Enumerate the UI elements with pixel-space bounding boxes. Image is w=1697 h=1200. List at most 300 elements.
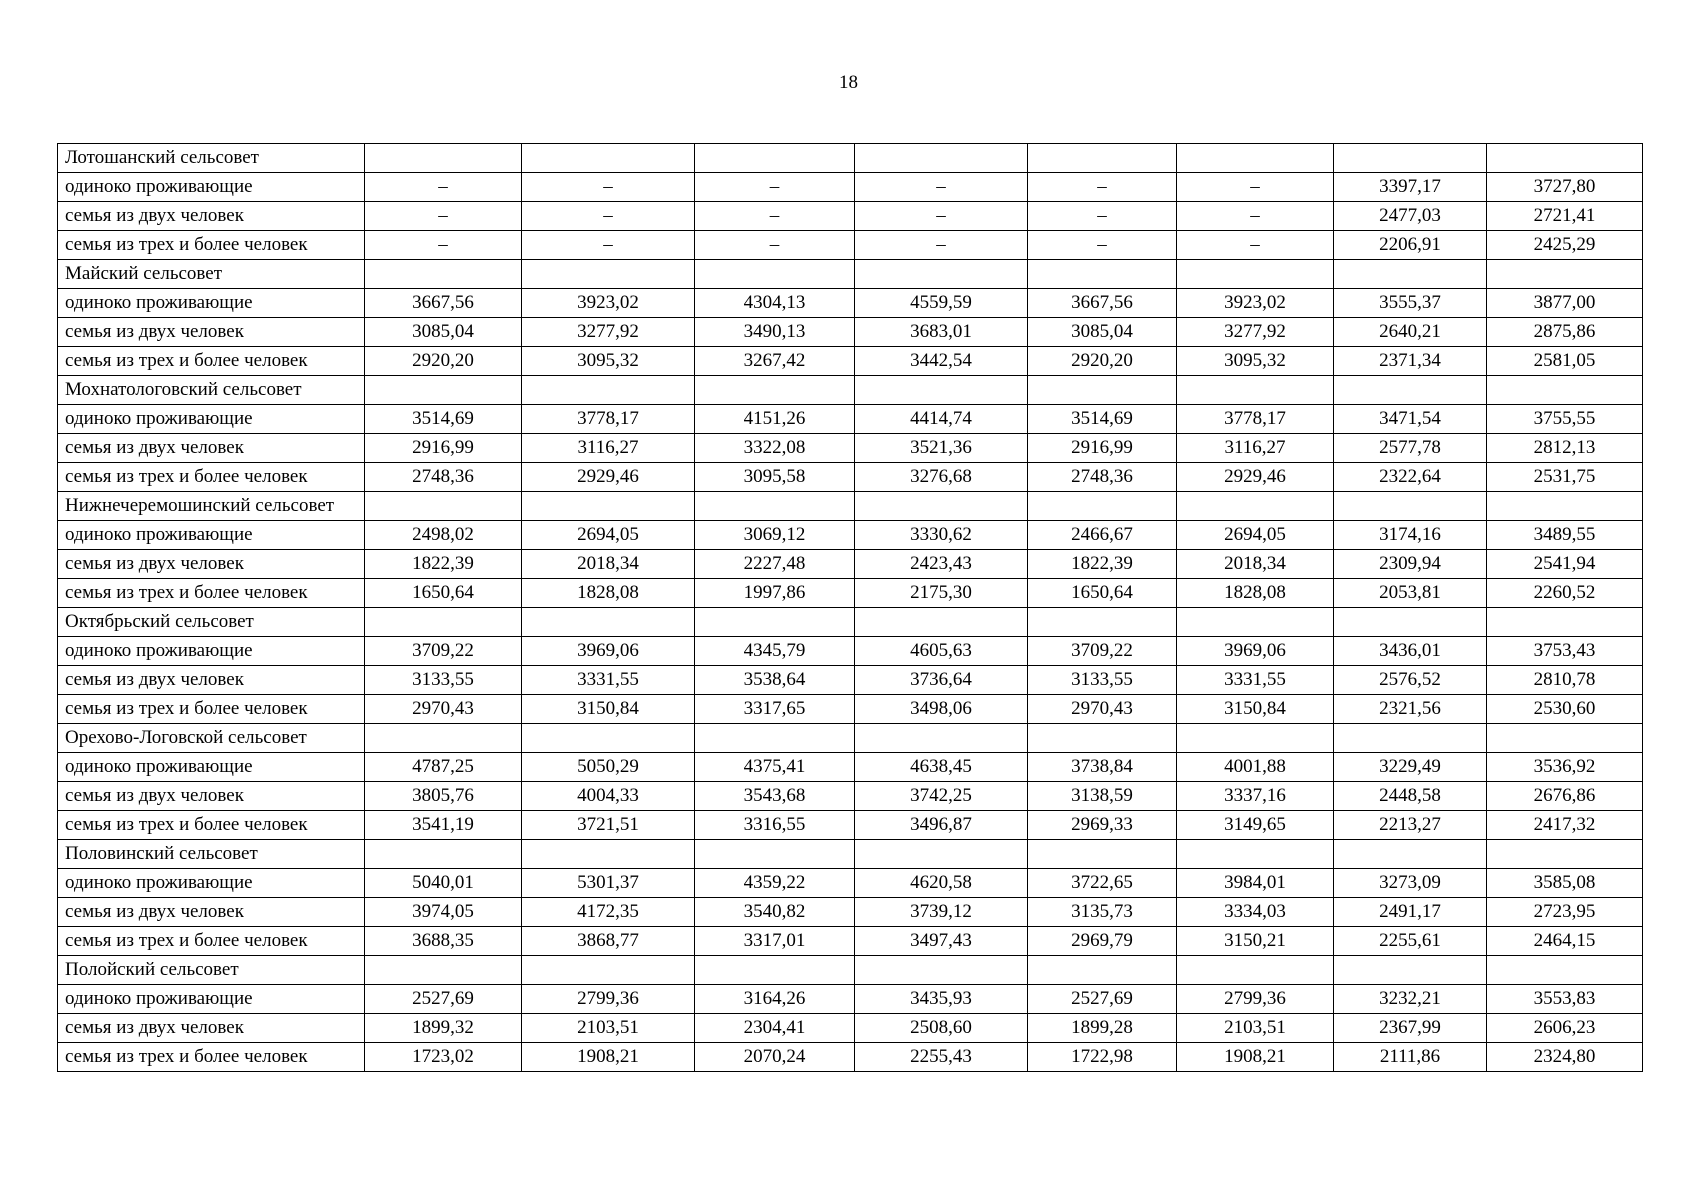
row-label: семья из трех и более человек — [58, 1043, 365, 1072]
empty-cell — [1487, 608, 1643, 637]
empty-cell — [1028, 492, 1177, 521]
value-cell: 3923,02 — [522, 289, 695, 318]
row-label: семья из трех и более человек — [58, 231, 365, 260]
value-cell: 3174,16 — [1334, 521, 1487, 550]
value-cell: 2322,64 — [1334, 463, 1487, 492]
value-cell: 3738,84 — [1028, 753, 1177, 782]
value-cell: 3331,55 — [522, 666, 695, 695]
value-cell: 3085,04 — [1028, 318, 1177, 347]
value-cell: 3471,54 — [1334, 405, 1487, 434]
value-cell: 2227,48 — [695, 550, 855, 579]
value-cell: 2367,99 — [1334, 1014, 1487, 1043]
value-cell: 2676,86 — [1487, 782, 1643, 811]
value-cell: 2920,20 — [365, 347, 522, 376]
row-label: одиноко проживающие — [58, 173, 365, 202]
empty-cell — [1487, 492, 1643, 521]
page-number: 18 — [839, 72, 858, 93]
empty-cell — [365, 260, 522, 289]
value-cell: 3778,17 — [522, 405, 695, 434]
value-cell: 3753,43 — [1487, 637, 1643, 666]
value-cell: – — [1028, 231, 1177, 260]
empty-cell — [695, 376, 855, 405]
empty-cell — [1177, 608, 1334, 637]
table-row — [58, 637, 1643, 666]
value-cell: 1650,64 — [1028, 579, 1177, 608]
value-cell: 3317,01 — [695, 927, 855, 956]
row-label: одиноко проживающие — [58, 753, 365, 782]
group-name: Половинский сельсовет — [58, 840, 365, 869]
value-cell: – — [522, 202, 695, 231]
value-cell: 2531,75 — [1487, 463, 1643, 492]
value-cell: 2070,24 — [695, 1043, 855, 1072]
value-cell: 2576,52 — [1334, 666, 1487, 695]
row-label: семья из двух человек — [58, 898, 365, 927]
empty-cell — [365, 724, 522, 753]
row-label: семья из двух человек — [58, 666, 365, 695]
value-cell: 3116,27 — [1177, 434, 1334, 463]
value-cell: 3116,27 — [522, 434, 695, 463]
empty-cell — [522, 840, 695, 869]
value-cell: 3095,32 — [1177, 347, 1334, 376]
value-cell: 2103,51 — [1177, 1014, 1334, 1043]
value-cell: 3778,17 — [1177, 405, 1334, 434]
empty-cell — [1177, 376, 1334, 405]
value-cell: 3969,06 — [1177, 637, 1334, 666]
empty-cell — [695, 956, 855, 985]
value-cell: – — [365, 173, 522, 202]
value-cell: 2466,67 — [1028, 521, 1177, 550]
empty-cell — [1487, 840, 1643, 869]
value-cell: 3316,55 — [695, 811, 855, 840]
table-row — [58, 318, 1643, 347]
row-label: семья из трех и более человек — [58, 579, 365, 608]
empty-cell — [855, 144, 1028, 173]
value-cell: 3739,12 — [855, 898, 1028, 927]
row-label: одиноко проживающие — [58, 985, 365, 1014]
value-cell: – — [695, 231, 855, 260]
value-cell: 2577,78 — [1334, 434, 1487, 463]
empty-cell — [855, 376, 1028, 405]
row-label: семья из трех и более человек — [58, 695, 365, 724]
value-cell: 2053,81 — [1334, 579, 1487, 608]
value-cell: 2581,05 — [1487, 347, 1643, 376]
value-cell: 3150,21 — [1177, 927, 1334, 956]
value-cell: 2721,41 — [1487, 202, 1643, 231]
value-cell: 2694,05 — [1177, 521, 1334, 550]
value-cell: 2206,91 — [1334, 231, 1487, 260]
empty-cell — [855, 840, 1028, 869]
value-cell: 3150,84 — [1177, 695, 1334, 724]
value-cell: 2799,36 — [522, 985, 695, 1014]
value-cell: 3496,87 — [855, 811, 1028, 840]
value-cell: – — [1177, 202, 1334, 231]
empty-cell — [695, 492, 855, 521]
value-cell: 2748,36 — [1028, 463, 1177, 492]
value-cell: – — [522, 173, 695, 202]
value-cell: 4359,22 — [695, 869, 855, 898]
value-cell: 3667,56 — [1028, 289, 1177, 318]
value-cell: – — [1028, 173, 1177, 202]
value-cell: 3514,69 — [365, 405, 522, 434]
table-row — [58, 579, 1643, 608]
empty-cell — [855, 608, 1028, 637]
value-cell: 3555,37 — [1334, 289, 1487, 318]
value-cell: 2810,78 — [1487, 666, 1643, 695]
value-cell: 2970,43 — [365, 695, 522, 724]
group-name: Полойский сельсовет — [58, 956, 365, 985]
value-cell: 3490,13 — [695, 318, 855, 347]
value-cell: 2255,43 — [855, 1043, 1028, 1072]
value-cell: – — [365, 231, 522, 260]
value-cell: 3267,42 — [695, 347, 855, 376]
empty-cell — [365, 492, 522, 521]
value-cell: 2929,46 — [522, 463, 695, 492]
empty-cell — [1334, 956, 1487, 985]
value-cell: 4620,58 — [855, 869, 1028, 898]
value-cell: 3543,68 — [695, 782, 855, 811]
table-row — [58, 985, 1643, 1014]
value-cell: 3133,55 — [365, 666, 522, 695]
value-cell: 3331,55 — [1177, 666, 1334, 695]
value-cell: 3877,00 — [1487, 289, 1643, 318]
value-cell: 3150,84 — [522, 695, 695, 724]
value-cell: 3974,05 — [365, 898, 522, 927]
value-cell: 2423,43 — [855, 550, 1028, 579]
value-cell: – — [365, 202, 522, 231]
value-cell: 2929,46 — [1177, 463, 1334, 492]
value-cell: 2491,17 — [1334, 898, 1487, 927]
value-cell: 4414,74 — [855, 405, 1028, 434]
value-cell: 2477,03 — [1334, 202, 1487, 231]
value-cell: 3442,54 — [855, 347, 1028, 376]
value-cell: 2213,27 — [1334, 811, 1487, 840]
value-cell: 3721,51 — [522, 811, 695, 840]
value-cell: 3709,22 — [1028, 637, 1177, 666]
table-row — [58, 1043, 1643, 1072]
table-row — [58, 231, 1643, 260]
value-cell: 3536,92 — [1487, 753, 1643, 782]
value-cell: 1723,02 — [365, 1043, 522, 1072]
empty-cell — [522, 492, 695, 521]
value-cell: 3149,65 — [1177, 811, 1334, 840]
empty-cell — [1487, 144, 1643, 173]
row-label: семья из трех и более человек — [58, 347, 365, 376]
value-cell: 4004,33 — [522, 782, 695, 811]
value-cell: 2812,13 — [1487, 434, 1643, 463]
empty-cell — [1177, 840, 1334, 869]
value-cell: 3585,08 — [1487, 869, 1643, 898]
value-cell: 2969,79 — [1028, 927, 1177, 956]
value-cell: 2255,61 — [1334, 927, 1487, 956]
value-cell: 4172,35 — [522, 898, 695, 927]
empty-cell — [1487, 956, 1643, 985]
empty-cell — [1177, 724, 1334, 753]
value-cell: – — [855, 202, 1028, 231]
empty-cell — [695, 608, 855, 637]
empty-cell — [365, 840, 522, 869]
row-label: одиноко проживающие — [58, 869, 365, 898]
empty-cell — [1487, 724, 1643, 753]
value-cell: 3133,55 — [1028, 666, 1177, 695]
value-cell: 2417,32 — [1487, 811, 1643, 840]
group-header-row — [58, 376, 1643, 405]
value-cell: 3984,01 — [1177, 869, 1334, 898]
table-row — [58, 782, 1643, 811]
row-label: семья из двух человек — [58, 202, 365, 231]
empty-cell — [1334, 376, 1487, 405]
value-cell: 2916,99 — [365, 434, 522, 463]
empty-cell — [695, 144, 855, 173]
value-cell: – — [1177, 231, 1334, 260]
value-cell: 3435,93 — [855, 985, 1028, 1014]
value-cell: 3736,64 — [855, 666, 1028, 695]
empty-cell — [1487, 376, 1643, 405]
value-cell: 4559,59 — [855, 289, 1028, 318]
value-cell: 3436,01 — [1334, 637, 1487, 666]
value-cell: – — [522, 231, 695, 260]
empty-cell — [522, 724, 695, 753]
value-cell: 4304,13 — [695, 289, 855, 318]
value-cell: 3667,56 — [365, 289, 522, 318]
value-cell: 3755,55 — [1487, 405, 1643, 434]
value-cell: 3276,68 — [855, 463, 1028, 492]
value-cell: 3553,83 — [1487, 985, 1643, 1014]
empty-cell — [855, 724, 1028, 753]
value-cell: 3489,55 — [1487, 521, 1643, 550]
value-cell: 2527,69 — [365, 985, 522, 1014]
empty-cell — [522, 260, 695, 289]
row-label: семья из двух человек — [58, 434, 365, 463]
value-cell: 3969,06 — [522, 637, 695, 666]
empty-cell — [1177, 492, 1334, 521]
value-cell: 3330,62 — [855, 521, 1028, 550]
value-cell: 3164,26 — [695, 985, 855, 1014]
value-cell: 3322,08 — [695, 434, 855, 463]
table-row — [58, 173, 1643, 202]
empty-cell — [365, 956, 522, 985]
value-cell: 3709,22 — [365, 637, 522, 666]
value-cell: 4375,41 — [695, 753, 855, 782]
empty-cell — [695, 724, 855, 753]
empty-cell — [855, 260, 1028, 289]
value-cell: 5050,29 — [522, 753, 695, 782]
empty-cell — [1177, 260, 1334, 289]
value-cell: 3722,65 — [1028, 869, 1177, 898]
value-cell: 3135,73 — [1028, 898, 1177, 927]
value-cell: 2920,20 — [1028, 347, 1177, 376]
empty-cell — [1028, 840, 1177, 869]
value-cell: 2694,05 — [522, 521, 695, 550]
row-label: семья из двух человек — [58, 1014, 365, 1043]
table-body — [58, 144, 1643, 1072]
group-header-row — [58, 956, 1643, 985]
value-cell: 2527,69 — [1028, 985, 1177, 1014]
value-cell: 4605,63 — [855, 637, 1028, 666]
value-cell: 3514,69 — [1028, 405, 1177, 434]
row-label: семья из трех и более человек — [58, 463, 365, 492]
empty-cell — [855, 492, 1028, 521]
group-name: Майский сельсовет — [58, 260, 365, 289]
value-cell: 2541,94 — [1487, 550, 1643, 579]
value-cell: 2260,52 — [1487, 579, 1643, 608]
value-cell: 4638,45 — [855, 753, 1028, 782]
value-cell: 3868,77 — [522, 927, 695, 956]
value-cell: 3138,59 — [1028, 782, 1177, 811]
empty-cell — [1177, 956, 1334, 985]
table-row — [58, 666, 1643, 695]
value-cell: 3805,76 — [365, 782, 522, 811]
row-label: одиноко проживающие — [58, 521, 365, 550]
table-row — [58, 521, 1643, 550]
empty-cell — [1028, 608, 1177, 637]
value-cell: 2304,41 — [695, 1014, 855, 1043]
row-label: одиноко проживающие — [58, 405, 365, 434]
empty-cell — [1334, 492, 1487, 521]
group-header-row — [58, 144, 1643, 173]
table-row — [58, 202, 1643, 231]
empty-cell — [1487, 260, 1643, 289]
value-cell: – — [855, 173, 1028, 202]
value-cell: 3397,17 — [1334, 173, 1487, 202]
value-cell: 2508,60 — [855, 1014, 1028, 1043]
row-label: семья из трех и более человек — [58, 811, 365, 840]
row-label: одиноко проживающие — [58, 637, 365, 666]
table-row — [58, 811, 1643, 840]
value-cell: 3273,09 — [1334, 869, 1487, 898]
empty-cell — [1028, 724, 1177, 753]
table-row — [58, 898, 1643, 927]
table-row — [58, 289, 1643, 318]
value-cell: 3277,92 — [1177, 318, 1334, 347]
value-cell: 4001,88 — [1177, 753, 1334, 782]
value-cell: 3521,36 — [855, 434, 1028, 463]
value-cell: 1822,39 — [365, 550, 522, 579]
value-cell: 2103,51 — [522, 1014, 695, 1043]
group-name: Орехово-Логовской сельсовет — [58, 724, 365, 753]
empty-cell — [1177, 144, 1334, 173]
empty-cell — [1028, 144, 1177, 173]
empty-cell — [365, 144, 522, 173]
table-row — [58, 434, 1643, 463]
value-cell: 2916,99 — [1028, 434, 1177, 463]
table-row — [58, 405, 1643, 434]
value-cell: 5040,01 — [365, 869, 522, 898]
table-row — [58, 695, 1643, 724]
value-cell: 1828,08 — [522, 579, 695, 608]
value-cell: 2018,34 — [1177, 550, 1334, 579]
value-cell: 3541,19 — [365, 811, 522, 840]
value-cell: 4787,25 — [365, 753, 522, 782]
value-cell: 2309,94 — [1334, 550, 1487, 579]
value-cell: 3232,21 — [1334, 985, 1487, 1014]
value-cell: 1908,21 — [1177, 1043, 1334, 1072]
value-cell: 1650,64 — [365, 579, 522, 608]
group-name: Октябрьский сельсовет — [58, 608, 365, 637]
table-row — [58, 753, 1643, 782]
empty-cell — [1334, 608, 1487, 637]
row-label: семья из двух человек — [58, 550, 365, 579]
table-row — [58, 550, 1643, 579]
empty-cell — [1334, 840, 1487, 869]
group-name: Мохнатологовский сельсовет — [58, 376, 365, 405]
value-cell: 1822,39 — [1028, 550, 1177, 579]
value-cell: 2425,29 — [1487, 231, 1643, 260]
value-cell: 1997,86 — [695, 579, 855, 608]
table-row — [58, 1014, 1643, 1043]
value-cell: – — [855, 231, 1028, 260]
value-cell: 3497,43 — [855, 927, 1028, 956]
row-label: семья из трех и более человек — [58, 927, 365, 956]
value-cell: 2464,15 — [1487, 927, 1643, 956]
group-header-row — [58, 260, 1643, 289]
empty-cell — [1334, 144, 1487, 173]
group-header-row — [58, 840, 1643, 869]
value-cell: 3085,04 — [365, 318, 522, 347]
row-label: семья из двух человек — [58, 782, 365, 811]
value-cell: 3334,03 — [1177, 898, 1334, 927]
value-cell: 2321,56 — [1334, 695, 1487, 724]
group-name: Нижнечеремошинский сельсовет — [58, 492, 365, 521]
value-cell: 2875,86 — [1487, 318, 1643, 347]
row-label: семья из двух человек — [58, 318, 365, 347]
value-cell: 3683,01 — [855, 318, 1028, 347]
value-cell: 2748,36 — [365, 463, 522, 492]
value-cell: 2606,23 — [1487, 1014, 1643, 1043]
group-header-row — [58, 724, 1643, 753]
value-cell: 3095,58 — [695, 463, 855, 492]
value-cell: 3229,49 — [1334, 753, 1487, 782]
data-table — [57, 143, 1643, 1072]
empty-cell — [1334, 724, 1487, 753]
value-cell: 4151,26 — [695, 405, 855, 434]
empty-cell — [855, 956, 1028, 985]
value-cell: 2018,34 — [522, 550, 695, 579]
value-cell: 3317,65 — [695, 695, 855, 724]
value-cell: 2111,86 — [1334, 1043, 1487, 1072]
value-cell: 2799,36 — [1177, 985, 1334, 1014]
value-cell: 3688,35 — [365, 927, 522, 956]
empty-cell — [695, 840, 855, 869]
value-cell: 3538,64 — [695, 666, 855, 695]
group-header-row — [58, 608, 1643, 637]
value-cell: 2498,02 — [365, 521, 522, 550]
value-cell: 3069,12 — [695, 521, 855, 550]
table-row — [58, 869, 1643, 898]
empty-cell — [522, 144, 695, 173]
value-cell: 1828,08 — [1177, 579, 1334, 608]
value-cell: 3727,80 — [1487, 173, 1643, 202]
value-cell: 2723,95 — [1487, 898, 1643, 927]
empty-cell — [695, 260, 855, 289]
value-cell: – — [1028, 202, 1177, 231]
value-cell: 4345,79 — [695, 637, 855, 666]
value-cell: 1908,21 — [522, 1043, 695, 1072]
value-cell: 2640,21 — [1334, 318, 1487, 347]
group-header-row — [58, 492, 1643, 521]
value-cell: – — [695, 202, 855, 231]
empty-cell — [1028, 956, 1177, 985]
value-cell: 3337,16 — [1177, 782, 1334, 811]
value-cell: 1899,32 — [365, 1014, 522, 1043]
empty-cell — [1028, 376, 1177, 405]
empty-cell — [522, 956, 695, 985]
value-cell: 1899,28 — [1028, 1014, 1177, 1043]
value-cell: 3498,06 — [855, 695, 1028, 724]
row-label: одиноко проживающие — [58, 289, 365, 318]
value-cell: 3923,02 — [1177, 289, 1334, 318]
value-cell: 2175,30 — [855, 579, 1028, 608]
empty-cell — [1334, 260, 1487, 289]
